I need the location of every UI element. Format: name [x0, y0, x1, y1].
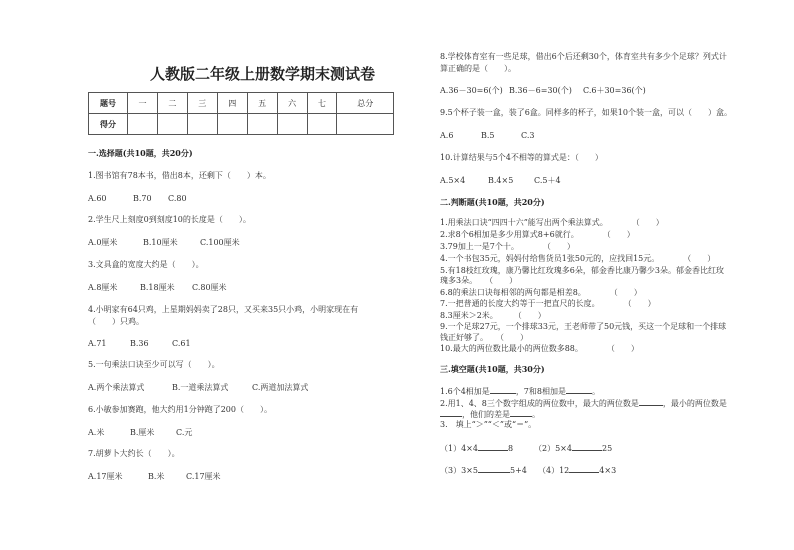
fill-3-4-left: （4）12: [538, 466, 570, 475]
fill-3-2-right: 25: [601, 444, 613, 453]
score-cell[interactable]: [307, 114, 337, 135]
answer-blank[interactable]: [510, 408, 532, 417]
q8-option-b: B.36－6=30(个): [509, 86, 572, 95]
fill-2-text-c: ，他们的差是: [462, 410, 510, 419]
fill-3-4-right: 4×3: [599, 466, 617, 475]
fill-2-text-a: 2.用1、4、8三个数字组成的两位数中，最大的两位数是: [440, 399, 639, 408]
judge-8: 8.3厘米＞2米。 （ ）: [440, 311, 546, 320]
score-cell[interactable]: [128, 114, 158, 135]
question-3: 3.文具盒的宽度大约是（ ）。: [88, 260, 204, 269]
question-6: 6.小敏参加赛跑，他大约用1分钟跑了200（ ）。: [88, 405, 272, 414]
q3-option-b: B.18厘米: [140, 283, 175, 292]
score-cell[interactable]: [187, 114, 217, 135]
fill-2-text-d: 。: [532, 410, 540, 419]
question-5: 5.一句乘法口诀至少可以写（ ）。: [88, 360, 220, 369]
q9-option-b: B.5: [481, 131, 495, 140]
q6-option-c: C.元: [176, 428, 193, 437]
q2-option-b: B.10厘米: [143, 238, 178, 247]
score-cell[interactable]: [247, 114, 277, 135]
score-table-col: 一: [128, 93, 158, 114]
fill-3-item-3: [440, 464, 527, 476]
score-table-col: 四: [217, 93, 247, 114]
score-table-col: 三: [187, 93, 217, 114]
judge-10: 10.最大的两位数比最小的两位数多88。 （ ）: [440, 344, 639, 353]
judge-5-line2: 瑰多3朵。 （ ）: [440, 276, 518, 285]
q10-option-b: B.4×5: [488, 176, 514, 185]
q9-option-a: A.6: [440, 131, 454, 140]
question-1: 1.图书馆有78本书，借出8本，还剩下（ ）本。: [88, 171, 271, 180]
q5-option-b: B.一道乘法算式: [172, 383, 229, 392]
fill-1-text-c: 。: [592, 387, 600, 396]
q10-option-c: C.5＋4: [534, 176, 561, 185]
q8-option-c: C.6＋30=36(个): [583, 86, 646, 95]
fill-3-instruction: 3. 填上“＞”“＜”或“＝”。: [440, 420, 537, 429]
fill-1-text-b: ，7和8相加是: [515, 387, 566, 396]
score-table: [88, 92, 394, 135]
answer-blank[interactable]: [569, 464, 599, 473]
page-title: 人教版二年级上册数学期末测试卷: [150, 65, 376, 83]
q5-option-a: A.两个乘法算式: [88, 383, 145, 392]
question-4-line1: 4.小明家有64只鸡，上星期妈妈卖了28只，又买来35只小鸡，小明家现在有: [88, 305, 359, 314]
fill-3-1-right: 8: [507, 444, 514, 453]
q3-option-a: A.8厘米: [88, 283, 118, 292]
q9-option-c: C.3: [521, 131, 535, 140]
section3-heading: 三.填空题(共10题，共30分): [440, 364, 545, 374]
q4-option-b: B.36: [130, 339, 149, 348]
answer-blank[interactable]: [572, 442, 602, 451]
answer-blank[interactable]: [566, 385, 592, 394]
score-cell[interactable]: [337, 114, 394, 135]
fill-1: [440, 385, 600, 397]
q6-option-a: A.米: [88, 428, 105, 437]
question-7: 7.胡萝卜大约长（ ）。: [88, 449, 180, 458]
q4-option-a: A.71: [88, 339, 107, 348]
section1-heading: 一.选择题(共10题，共20分): [88, 148, 193, 158]
judge-9-line1: 9.一个足球27元，一个排球33元，王老师带了50元钱，买这一个足球和一个排球: [440, 322, 727, 331]
q2-option-c: C.100厘米: [200, 238, 240, 247]
score-table-score-row: [89, 114, 394, 135]
section2-heading: 二.判断题(共10题，共20分): [440, 197, 545, 207]
score-cell[interactable]: [157, 114, 187, 135]
answer-blank[interactable]: [478, 442, 508, 451]
judge-6: 6.8的乘法口诀每相邻的两句都是相差8。 （ ）: [440, 288, 642, 297]
question-8-line2: 算正确的是（ ）。: [440, 64, 516, 73]
q2-option-a: A.0厘米: [88, 238, 118, 247]
judge-9-line2: 钱正好够了。 （ ）: [440, 333, 528, 342]
question-9: 9.5个杯子装一盒，装了6盒。同样多的杯子，如果10个装一盒，可以（ ）盒。: [440, 108, 732, 117]
fill-3-3-right: 5+4: [509, 466, 527, 475]
answer-blank[interactable]: [478, 464, 510, 473]
answer-blank[interactable]: [440, 408, 462, 417]
fill-3-1-left: （1）4×4: [440, 444, 478, 453]
score-table-col: 总分: [337, 93, 394, 114]
q7-option-c: C.17厘米: [186, 472, 221, 481]
fill-2-line2: [440, 408, 540, 420]
q1-option-b: B.70: [133, 194, 152, 203]
score-table-col: 五: [247, 93, 277, 114]
question-4-line2: （ ）只鸡。: [88, 317, 144, 326]
q7-option-b: B.米: [148, 472, 165, 481]
fill-3-item-4: [538, 464, 616, 476]
q1-option-c: C.80: [168, 194, 187, 203]
judge-3: 3.79加上一是7个十。 （ ）: [440, 242, 575, 251]
fill-1-text-a: 1.6个4相加是: [440, 387, 490, 396]
q3-option-c: C.80厘米: [192, 283, 227, 292]
judge-1: 1.用乘法口诀“四四十六”能写出两个乘法算式。 （ ）: [440, 218, 664, 227]
fill-3-3-left: （3）3×5: [440, 466, 478, 475]
judge-5-line1: 5.有18枝红玫瑰，康乃馨比红玫瑰多6朵，郁金香比康乃馨少3朵。郁金香比红玫: [440, 266, 724, 275]
q6-option-b: B.厘米: [130, 428, 155, 437]
answer-blank[interactable]: [639, 397, 663, 406]
score-table-col: 六: [277, 93, 307, 114]
score-table-col: 二: [157, 93, 187, 114]
fill-3-item-1: [440, 442, 513, 454]
score-table-col: 七: [307, 93, 337, 114]
q5-option-c: C.两道加法算式: [252, 383, 309, 392]
answer-blank[interactable]: [490, 385, 516, 394]
score-table-score-label: 得分: [89, 114, 128, 135]
fill-3-2-left: （2）5×4: [534, 444, 572, 453]
question-10: 10.计算结果与5个4不相等的算式是：（ ）: [440, 153, 603, 162]
judge-7: 7.一把普通的长度大约等于一把直尺的长度。 （ ）: [440, 299, 656, 308]
judge-2: 2.求8个6相加是多少用算式8+6就行。 （ ）: [440, 230, 635, 239]
fill-3-item-2: [534, 442, 612, 454]
q1-option-a: A.60: [88, 194, 107, 203]
q7-option-a: A.17厘米: [88, 472, 123, 481]
score-cell[interactable]: [217, 114, 247, 135]
question-8-line1: 8.学校体育室有一些足球，借出6个后还剩30个，体育室共有多少个足球？列式计: [440, 52, 727, 61]
q8-option-a: A.36－30=6(个): [440, 86, 503, 95]
score-table-header-label: 题号: [89, 93, 128, 114]
q4-option-c: C.61: [172, 339, 191, 348]
fill-2-text-b: ，最小的两位数是: [662, 399, 727, 408]
score-cell[interactable]: [277, 114, 307, 135]
judge-4: 4.一个书包35元，妈妈付给售货员1张50元的，应找回15元。 （ ）: [440, 254, 716, 263]
q10-option-a: A.5×4: [440, 176, 466, 185]
score-table-header-row: [89, 93, 394, 114]
question-2: 2.学生尺上刻度0到刻度10的长度是（ ）。: [88, 215, 251, 224]
